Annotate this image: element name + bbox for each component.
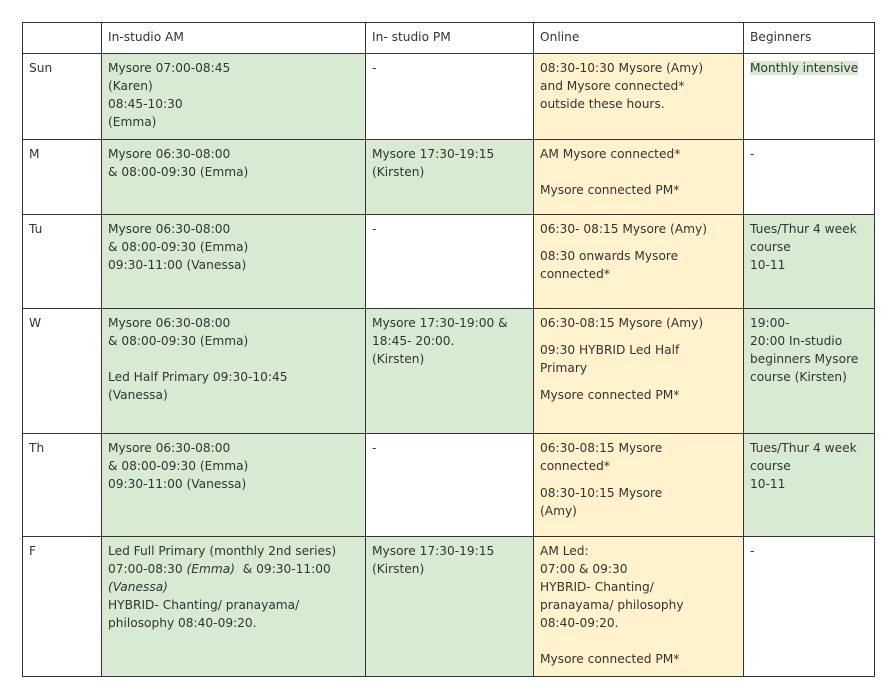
am-line: & 08:00-09:30 (Emma)	[108, 165, 249, 179]
row-tuesday	[23, 215, 875, 309]
am-teacher: (Emma)	[186, 562, 235, 576]
pm-line: 18:45- 20:00.	[372, 334, 455, 348]
beginners-cell: -	[744, 140, 875, 215]
online-line: 06:30- 08:15 Mysore (Amy)	[540, 222, 707, 236]
beginners-line: course (Kirsten)	[750, 370, 847, 384]
online-cell	[534, 54, 744, 140]
pm-line: (Kirsten)	[372, 352, 425, 366]
day-label: F	[23, 537, 102, 677]
pm-line: Mysore 17:30-19:15	[372, 147, 495, 161]
day-label: M	[23, 140, 102, 215]
online-cell	[534, 215, 744, 309]
online-line: 07:00 & 09:30	[540, 562, 628, 576]
header-beginners: Beginners	[744, 23, 875, 54]
spacer	[108, 350, 359, 368]
online-line: 09:30 HYBRID Led Half	[540, 343, 680, 357]
am-cell	[102, 434, 366, 537]
online-line: and Mysore connected*	[540, 79, 685, 93]
row-friday	[23, 537, 875, 677]
header-day	[23, 23, 102, 54]
online-line: 08:30 onwards Mysore	[540, 249, 679, 263]
beginners-line: course	[750, 459, 791, 473]
beginners-cell	[744, 309, 875, 434]
am-time: 07:00-08:30	[108, 562, 187, 576]
row-monday	[23, 140, 875, 215]
day-label: Tu	[23, 215, 102, 309]
beginners-line: beginners Mysore	[750, 352, 859, 366]
beginners-line: 10-11	[750, 258, 786, 272]
beginners-highlight: Monthly intensive	[750, 61, 859, 75]
am-line: Mysore 07:00-08:45	[108, 61, 231, 75]
am-line: Mysore 06:30-08:00	[108, 316, 231, 330]
header-in-studio-am: In-studio AM	[102, 23, 366, 54]
am-line	[108, 560, 359, 578]
am-cell	[102, 215, 366, 309]
pm-cell	[366, 309, 534, 434]
pm-cell: -	[366, 434, 534, 537]
am-time: & 09:30-11:00	[234, 562, 331, 576]
pm-line: (Kirsten)	[372, 165, 425, 179]
beginners-line: Tues/Thur 4 week	[750, 441, 857, 455]
beginners-line: 10-11	[750, 477, 786, 491]
am-cell	[102, 309, 366, 434]
beginners-cell	[744, 434, 875, 537]
beginners-line: course	[750, 240, 791, 254]
spacer	[540, 332, 737, 341]
online-line: Mysore connected PM*	[540, 388, 680, 402]
online-line: 06:30-08:15 Mysore (Amy)	[540, 316, 704, 330]
am-cell	[102, 140, 366, 215]
day-label: Th	[23, 434, 102, 537]
am-line: 09:30-11:00 (Vanessa)	[108, 258, 247, 272]
online-line: connected*	[540, 459, 610, 473]
online-line: (Amy)	[540, 504, 577, 518]
online-line: connected*	[540, 267, 610, 281]
am-line: 09:30-11:00 (Vanessa)	[108, 477, 247, 491]
am-cell	[102, 537, 366, 677]
spacer	[540, 377, 737, 386]
pm-line: (Kirsten)	[372, 562, 425, 576]
header-row	[23, 23, 875, 54]
online-cell	[534, 434, 744, 537]
beginners-line: Tues/Thur 4 week	[750, 222, 857, 236]
pm-line: Mysore 17:30-19:15	[372, 544, 495, 558]
am-line: Mysore 06:30-08:00	[108, 441, 231, 455]
pm-cell: -	[366, 215, 534, 309]
row-sunday	[23, 54, 875, 140]
am-line: & 08:00-09:30 (Emma)	[108, 334, 249, 348]
am-line: philosophy 08:40-09:20.	[108, 616, 257, 630]
day-label: Sun	[23, 54, 102, 140]
online-line: Mysore connected PM*	[540, 183, 680, 197]
beginners-cell	[744, 215, 875, 309]
am-line: Mysore 06:30-08:00	[108, 222, 231, 236]
spacer	[540, 238, 737, 247]
am-line: & 08:00-09:30 (Emma)	[108, 459, 249, 473]
online-line: 08:40-09:20.	[540, 616, 619, 630]
online-line: Mysore connected PM*	[540, 652, 680, 666]
online-line: 08:30-10:15 Mysore	[540, 486, 663, 500]
header-online: Online	[534, 23, 744, 54]
am-line: Led Full Primary (monthly 2nd series)	[108, 544, 337, 558]
online-line: outside these hours.	[540, 97, 665, 111]
am-line: HYBRID- Chanting/ pranayama/	[108, 598, 300, 612]
am-line: (Vanessa)	[108, 580, 168, 594]
am-line: (Emma)	[108, 115, 157, 129]
beginners-cell: -	[744, 537, 875, 677]
beginners-cell	[744, 54, 875, 140]
online-line: AM Led:	[540, 544, 589, 558]
spacer	[540, 163, 737, 181]
online-line: Primary	[540, 361, 588, 375]
pm-cell	[366, 140, 534, 215]
online-line: pranayama/ philosophy	[540, 598, 684, 612]
online-cell	[534, 309, 744, 434]
beginners-line: 20:00 In-studio	[750, 334, 843, 348]
row-thursday	[23, 434, 875, 537]
am-line: & 08:00-09:30 (Emma)	[108, 240, 249, 254]
online-line: HYBRID- Chanting/	[540, 580, 654, 594]
online-cell	[534, 140, 744, 215]
am-line: (Karen)	[108, 79, 153, 93]
schedule-table	[22, 22, 875, 677]
pm-cell: -	[366, 54, 534, 140]
am-line: Mysore 06:30-08:00	[108, 147, 231, 161]
pm-cell	[366, 537, 534, 677]
online-cell	[534, 537, 744, 677]
day-label: W	[23, 309, 102, 434]
online-line: AM Mysore connected*	[540, 147, 681, 161]
online-line: 06:30-08:15 Mysore	[540, 441, 663, 455]
beginners-line: 19:00-	[750, 316, 790, 330]
am-line: 08:45-10:30	[108, 97, 183, 111]
am-cell	[102, 54, 366, 140]
pm-line: Mysore 17:30-19:00 &	[372, 316, 508, 330]
am-line: Led Half Primary 09:30-10:45	[108, 370, 288, 384]
spacer	[540, 475, 737, 484]
am-line: (Vanessa)	[108, 388, 168, 402]
row-wednesday	[23, 309, 875, 434]
header-in-studio-pm: In- studio PM	[366, 23, 534, 54]
spacer	[540, 632, 737, 650]
online-line: 08:30-10:30 Mysore (Amy)	[540, 61, 704, 75]
